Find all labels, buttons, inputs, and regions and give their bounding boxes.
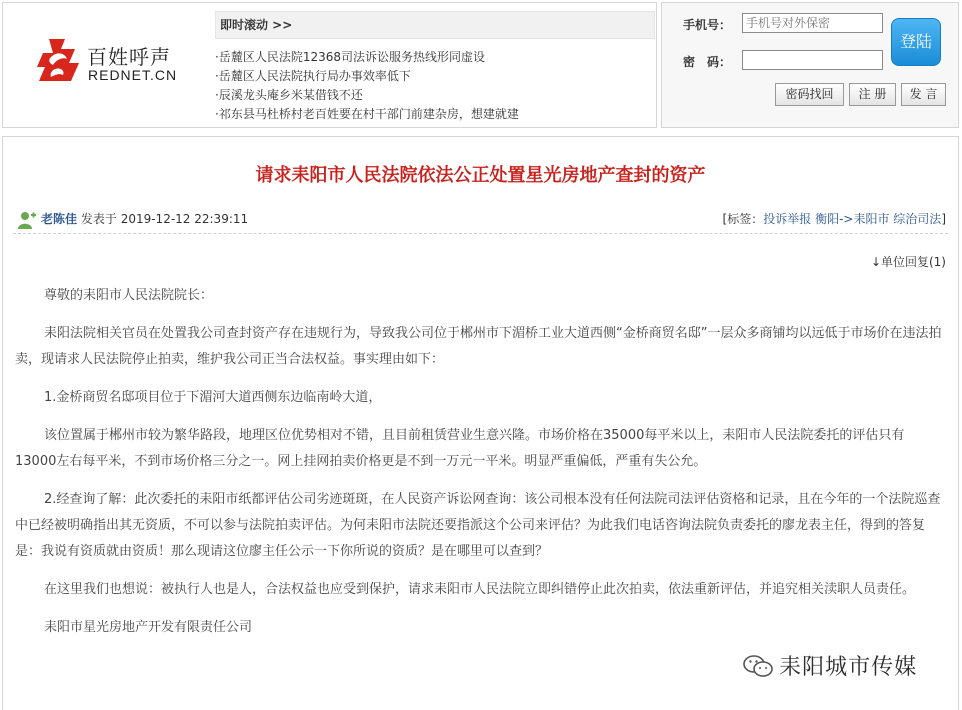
article-paragraph: 该位置属于郴州市较为繁华路段，地理区位优势相对不错，且目前租赁营业生意兴隆。市场价格在35000每平米以上，耒阳市人民法院委托的评估只有13000左右每平米，不到市场价格三分之一。网上挂网拍卖价格更是不到一万元一平米。明显严重偏低，严重有失公允。: [15, 428, 905, 469]
rednet-logo-icon: [35, 37, 83, 83]
recover-password-button[interactable]: 密码找回: [775, 83, 844, 106]
news-item[interactable]: ·辰溪龙头庵乡米某借钱不还: [215, 88, 363, 102]
logo-text-en: REDNET.CN: [88, 67, 178, 83]
meta-divider: [13, 233, 948, 234]
article-paragraph: 耒阳市星光房地产开发有限责任公司: [44, 620, 253, 635]
article-paragraph: 1.金桥商贸名邸项目位于下湄河大道西侧东边临南岭大道，: [44, 390, 382, 405]
news-list: [215, 48, 655, 124]
phone-label: 手机号：: [683, 18, 732, 32]
tag-link[interactable]: 投诉举报: [763, 212, 812, 226]
wechat-watermark: [742, 650, 917, 682]
post-button[interactable]: 发 言: [901, 83, 946, 106]
logo-text-cn: 百姓呼声: [87, 45, 171, 69]
tag-link[interactable]: 衡阳->耒阳市: [815, 212, 890, 226]
article-body: [15, 283, 945, 653]
login-button[interactable]: 登陆: [891, 18, 941, 66]
article-title: 请求耒阳市人民法院依法公正处置星光房地产查封的资产: [255, 165, 706, 186]
reply-link[interactable]: ↓单位回复(1): [870, 255, 946, 269]
header-news-panel: [2, 2, 657, 128]
article-paragraph: 耒阳法院相关官员在处置我公司查封资产存在违规行为，导致我公司位于郴州市下湄桥工业大道西侧“金桥商贸名邸”一层众多商铺均以远低于市场价在违法拍卖，现请求人民法院停止拍卖，维护我公司正当合法权益。事实理由如下：: [15, 326, 942, 367]
article-paragraph: 在这里我们也想说：被执行人也是人，合法权益也应受到保护，请求耒阳市人民法院立即纠错停止此次拍卖，依法重新评估，并追究相关渎职人员责任。: [44, 582, 916, 597]
password-label: 密 码：: [683, 55, 732, 69]
posted-prefix: 发表于: [80, 212, 117, 226]
news-heading[interactable]: 即时滚动 >>: [215, 11, 655, 39]
posted-time: 2019-12-12 22:39:11: [120, 212, 249, 226]
news-item[interactable]: ·岳麓区人民法院执行局办事效率低下: [215, 69, 411, 83]
watermark-text: 耒阳城市传媒: [779, 655, 918, 680]
article-paragraph: 尊敬的耒阳市人民法院院长：: [44, 288, 214, 303]
user-icon: [17, 210, 37, 230]
register-button[interactable]: 注 册: [849, 83, 896, 106]
article-panel: [2, 136, 959, 710]
password-input[interactable]: [742, 50, 883, 70]
author-name[interactable]: 老陈佳: [41, 212, 78, 226]
tags-suffix: ]: [941, 212, 946, 226]
news-item[interactable]: ·岳麓区人民法院12368司法诉讼服务热线形同虚设: [215, 50, 485, 64]
phone-input[interactable]: [742, 13, 883, 33]
tags-prefix: [标签：: [722, 212, 764, 226]
wechat-icon: [742, 653, 774, 679]
news-item[interactable]: ·祁东县马杜桥村老百姓要在村干部门前建杂房，想建就建: [215, 107, 519, 121]
article-meta: [17, 208, 248, 230]
news-ticker: [215, 11, 655, 124]
login-panel: [661, 2, 959, 128]
rednet-logo[interactable]: [35, 37, 185, 87]
tag-link[interactable]: 综治司法: [893, 212, 942, 226]
article-tags: [723, 208, 946, 230]
article-paragraph: 2.经查询了解：此次委托的耒阳市纸都评估公司劣迹斑斑，在人民资产诉讼网查询：该公司根本没有任何法院司法评估资格和记录，且在今年的一个法院巡查中已经被明确指出其无资质，不可以参与法院拍卖评估。为何耒阳市法院还要指派这个公司来评估？为此我们电话咨询法院负责委托的廖龙表主任，得到的答复是：我说有资质就由资质！那么现请这位廖主任公示一下你所说的资质？是在哪里可以查到？: [15, 492, 941, 559]
